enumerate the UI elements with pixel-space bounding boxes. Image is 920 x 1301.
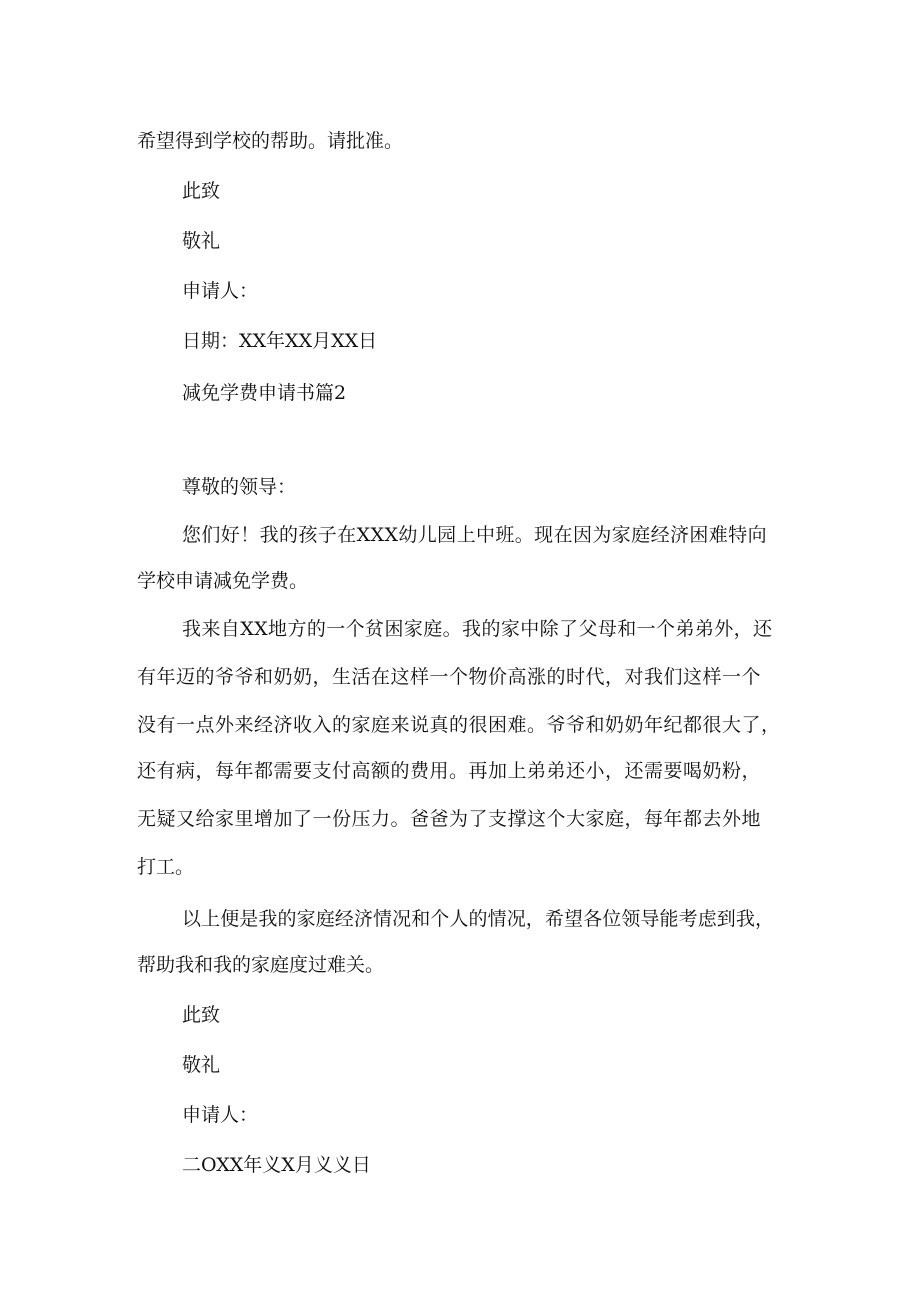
date-line: 日期：XX年XX月XX日 [182, 330, 378, 352]
applicant-label: 申请人： [182, 1104, 259, 1126]
closing-cizhi: 此致 [182, 180, 221, 202]
closing-jingli: 敬礼 [182, 1054, 221, 1076]
closing-jingli: 敬礼 [182, 230, 221, 252]
paragraph-line: 学校申请减免学费。 [137, 570, 309, 592]
text-line: 希望得到学校的帮助。请批准。 [137, 130, 404, 152]
paragraph-line: 有年迈的爷爷和奶奶，生活在这样一个物价高涨的时代，对我们这样一个 [137, 666, 762, 688]
applicant-label: 申请人： [182, 280, 259, 302]
paragraph-line: 我来自XX地方的一个贫困家庭。我的家中除了父母和一个弟弟外，还 [182, 618, 773, 640]
salutation: 尊敬的领导： [182, 476, 297, 498]
paragraph-line: 无疑又给家里增加了一份压力。爸爸为了支撑这个大家庭，每年都去外地 [137, 808, 762, 830]
paragraph-line: 您们好！我的孩子在XXX幼儿园上中班。现在因为家庭经济困难特向 [182, 524, 767, 546]
date-line: 二OXX年义X月义义日 [182, 1154, 371, 1176]
paragraph-line: 没有一点外来经济收入的家庭来说真的很困难。爷爷和奶奶年纪都很大了， [137, 714, 781, 736]
section-title: 减免学费申请书篇2 [182, 382, 347, 404]
paragraph-line: 帮助我和我的家庭度过难关。 [137, 954, 385, 976]
paragraph-line: 以上便是我的家庭经济情况和个人的情况，希望各位领导能考虑到我， [182, 908, 775, 930]
paragraph-line: 还有病，每年都需要支付高额的费用。再加上弟弟还小，还需要喝奶粉， [137, 760, 762, 782]
closing-cizhi: 此致 [182, 1004, 221, 1026]
paragraph-line: 打工。 [137, 856, 195, 878]
